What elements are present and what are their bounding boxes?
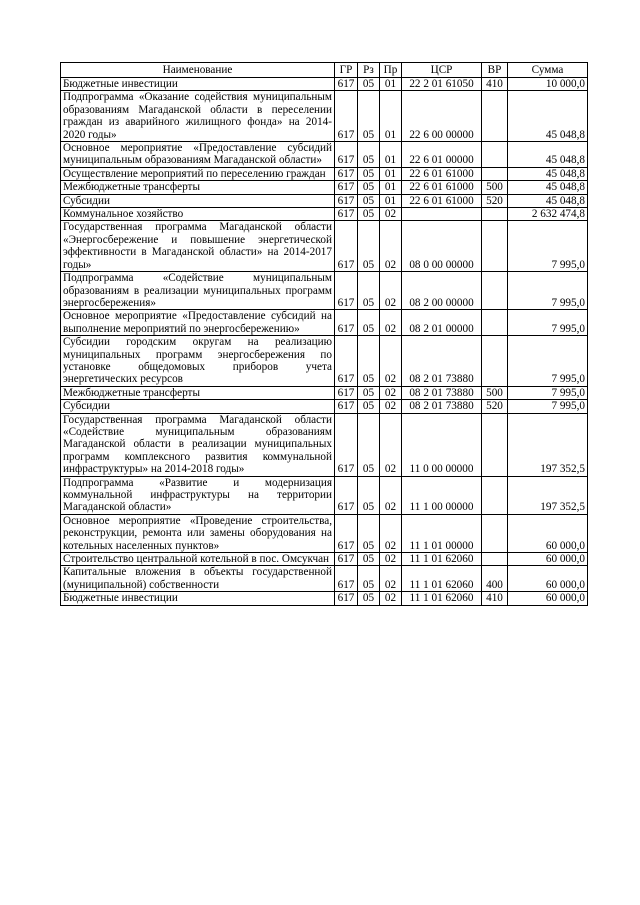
table-row [61,221,588,272]
row-pr: 02 [380,386,402,399]
row-vr [482,221,508,272]
row-csr: 22 6 00 00000 [402,91,482,142]
row-pr: 01 [380,78,402,91]
row-rz: 05 [358,553,380,566]
row-vr: 520 [482,194,508,207]
row-sum: 197 352,5 [508,476,588,514]
header-sum: Сумма [508,63,588,78]
row-pr: 02 [380,221,402,272]
row-sum: 45 048,8 [508,194,588,207]
table-row [61,208,588,221]
row-sum: 60 000,0 [508,514,588,552]
row-pr: 02 [380,400,402,413]
budget-table [60,62,588,606]
row-name: Подпрограмма «Развитие и модернизация коммунальной инфраструктуры на территории Магаданской области» [61,476,335,514]
row-rz: 05 [358,476,380,514]
row-name: Коммунальное хозяйство [61,208,335,221]
table-body [61,78,588,606]
table-row [61,566,588,592]
table-row [61,194,588,207]
row-sum: 45 048,8 [508,91,588,142]
header-pr: Пр [380,63,402,78]
row-vr [482,514,508,552]
table-row [61,91,588,142]
row-vr [482,413,508,476]
header-csr: ЦСР [402,63,482,78]
row-gr: 617 [335,91,358,142]
row-pr: 02 [380,592,402,605]
row-csr: 22 6 01 61000 [402,194,482,207]
row-sum: 7 995,0 [508,386,588,399]
row-gr: 617 [335,78,358,91]
row-csr: 08 2 01 00000 [402,310,482,336]
row-name: Подпрограмма «Содействие муниципальным образованиям в реализации муниципальных программ энергосбережения» [61,272,335,310]
row-rz: 05 [358,167,380,180]
table-row [61,386,588,399]
row-gr: 617 [335,181,358,194]
row-pr: 02 [380,208,402,221]
row-sum: 7 995,0 [508,310,588,336]
row-gr: 617 [335,336,358,387]
row-csr: 08 2 01 73880 [402,400,482,413]
row-sum: 45 048,8 [508,142,588,168]
header-gr: ГР [335,63,358,78]
row-vr: 410 [482,592,508,605]
row-csr: 08 0 00 00000 [402,221,482,272]
row-vr [482,142,508,168]
row-csr: 08 2 00 00000 [402,272,482,310]
row-rz: 05 [358,386,380,399]
row-rz: 05 [358,400,380,413]
row-vr: 410 [482,78,508,91]
row-pr: 02 [380,514,402,552]
row-name: Капитальные вложения в объекты государственной (муниципальной) собственности [61,566,335,592]
row-pr: 01 [380,167,402,180]
table-row [61,142,588,168]
table-row [61,167,588,180]
row-name: Субсидии городским округам на реализацию муниципальных программ энергосбережения по установке общедомовых приборов учета энергетических ресурсов [61,336,335,387]
row-name: Государственная программа Магаданской области «Содействие муниципальным образованиям Магаданской области в реализации муниципальных программ комплексного развития коммунальной инфраструктуры» на 2014-2018 годы» [61,413,335,476]
row-rz: 05 [358,181,380,194]
row-csr: 11 1 00 00000 [402,476,482,514]
row-csr [402,208,482,221]
row-name: Субсидии [61,400,335,413]
row-rz: 05 [358,91,380,142]
row-gr: 617 [335,592,358,605]
row-name: Основное мероприятие «Предоставление субсидий муниципальным образованиям Магаданской области» [61,142,335,168]
row-name: Бюджетные инвестиции [61,78,335,91]
table-row [61,413,588,476]
row-sum: 7 995,0 [508,221,588,272]
row-rz: 05 [358,592,380,605]
row-name: Строительство центральной котельной в пос. Омсукчан [61,553,335,566]
row-gr: 617 [335,476,358,514]
row-name: Основное мероприятие «Предоставление субсидий на выполнение мероприятий по энергосбережению» [61,310,335,336]
row-name: Основное мероприятие «Проведение строительства, реконструкции, ремонта или замены оборудования на котельных населенных пунктов» [61,514,335,552]
row-sum: 7 995,0 [508,400,588,413]
table-row [61,476,588,514]
row-sum: 45 048,8 [508,167,588,180]
row-vr [482,336,508,387]
row-name: Бюджетные инвестиции [61,592,335,605]
row-vr [482,476,508,514]
row-vr [482,91,508,142]
row-sum: 60 000,0 [508,553,588,566]
row-gr: 617 [335,400,358,413]
row-gr: 617 [335,413,358,476]
row-vr [482,272,508,310]
row-vr [482,167,508,180]
row-csr: 11 0 00 00000 [402,413,482,476]
table-row [61,592,588,605]
row-vr [482,208,508,221]
row-rz: 05 [358,413,380,476]
row-rz: 05 [358,78,380,91]
row-csr: 11 1 01 62060 [402,553,482,566]
row-csr: 08 2 01 73880 [402,386,482,399]
row-rz: 05 [358,514,380,552]
row-sum: 7 995,0 [508,336,588,387]
row-gr: 617 [335,142,358,168]
table-row [61,336,588,387]
row-gr: 617 [335,566,358,592]
row-name: Межбюджетные трансферты [61,386,335,399]
row-csr: 11 1 01 00000 [402,514,482,552]
row-sum: 7 995,0 [508,272,588,310]
row-pr: 02 [380,413,402,476]
row-gr: 617 [335,221,358,272]
row-name: Осуществление мероприятий по переселению граждан [61,167,335,180]
row-gr: 617 [335,310,358,336]
row-pr: 02 [380,566,402,592]
row-name: Субсидии [61,194,335,207]
row-vr [482,310,508,336]
row-csr: 22 6 01 61000 [402,167,482,180]
table-row [61,272,588,310]
row-sum: 10 000,0 [508,78,588,91]
row-rz: 05 [358,221,380,272]
table-row [61,78,588,91]
row-sum: 2 632 474,8 [508,208,588,221]
row-vr [482,553,508,566]
header-name: Наименование [61,63,335,78]
row-rz: 05 [358,310,380,336]
table-row [61,400,588,413]
row-rz: 05 [358,272,380,310]
row-vr: 500 [482,386,508,399]
row-pr: 02 [380,476,402,514]
row-csr: 11 1 01 62060 [402,592,482,605]
row-name: Межбюджетные трансферты [61,181,335,194]
table-row [61,514,588,552]
row-rz: 05 [358,336,380,387]
row-gr: 617 [335,208,358,221]
table-header-row [61,63,588,78]
row-vr: 400 [482,566,508,592]
row-sum: 45 048,8 [508,181,588,194]
row-vr: 520 [482,400,508,413]
row-gr: 617 [335,386,358,399]
row-vr: 500 [482,181,508,194]
row-csr: 22 6 01 61000 [402,181,482,194]
row-rz: 05 [358,194,380,207]
row-pr: 01 [380,194,402,207]
row-sum: 60 000,0 [508,592,588,605]
row-pr: 01 [380,181,402,194]
row-rz: 05 [358,566,380,592]
row-sum: 60 000,0 [508,566,588,592]
row-csr: 22 6 01 00000 [402,142,482,168]
budget-table-page [60,62,588,606]
row-csr: 08 2 01 73880 [402,336,482,387]
row-rz: 05 [358,142,380,168]
row-pr: 02 [380,272,402,310]
row-name: Государственная программа Магаданской области «Энергосбережение и повышение энергетической эффективности в Магаданской области» на 2014-2017 годы» [61,221,335,272]
row-sum: 197 352,5 [508,413,588,476]
row-gr: 617 [335,553,358,566]
row-gr: 617 [335,514,358,552]
row-pr: 02 [380,553,402,566]
row-gr: 617 [335,167,358,180]
table-row [61,181,588,194]
row-csr: 11 1 01 62060 [402,566,482,592]
table-row [61,553,588,566]
row-pr: 02 [380,336,402,387]
row-csr: 22 2 01 61050 [402,78,482,91]
row-pr: 02 [380,310,402,336]
row-gr: 617 [335,194,358,207]
header-rz: Рз [358,63,380,78]
row-name: Подпрограмма «Оказание содействия муниципальным образованиям Магаданской области в переселении граждан из аварийного жилищного фонда» на 2014-2020 годы» [61,91,335,142]
row-gr: 617 [335,272,358,310]
row-rz: 05 [358,208,380,221]
row-pr: 01 [380,142,402,168]
table-row [61,310,588,336]
header-vr: ВР [482,63,508,78]
row-pr: 01 [380,91,402,142]
